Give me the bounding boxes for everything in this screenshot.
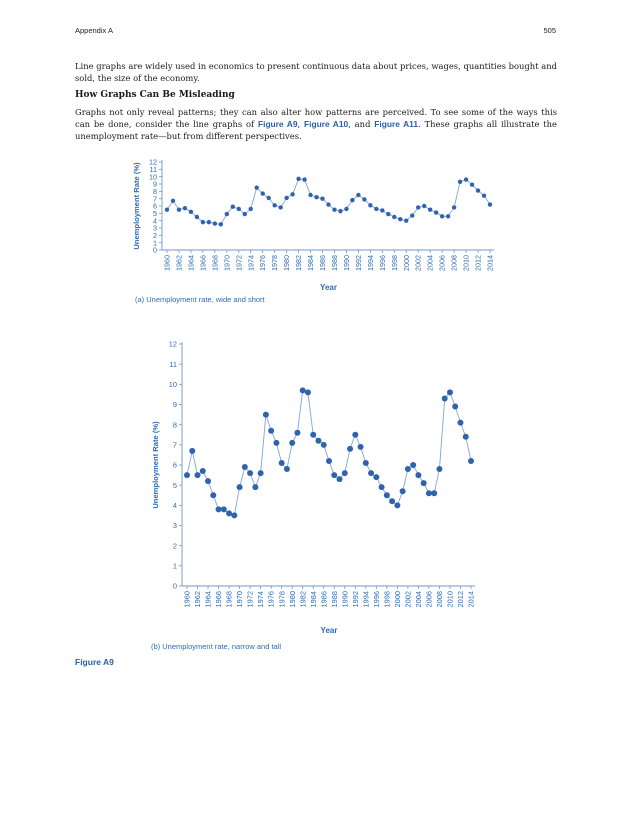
data-point — [189, 448, 195, 454]
data-point — [374, 207, 378, 211]
x-tick-label: 2002 — [403, 591, 413, 608]
data-point — [284, 196, 288, 200]
data-point — [476, 188, 480, 192]
data-point — [389, 498, 395, 504]
data-point — [184, 472, 190, 478]
x-tick-label: 1968 — [210, 255, 220, 271]
figure-a11-link[interactable]: Figure A11 — [374, 119, 418, 129]
y-tick-label: 12 — [168, 339, 177, 349]
x-tick-label: 1974 — [256, 591, 266, 608]
x-tick-label: 1982 — [294, 255, 304, 271]
data-point — [300, 387, 306, 393]
data-point — [326, 458, 332, 464]
x-tick-label: 1978 — [270, 255, 280, 271]
data-point — [404, 218, 408, 222]
x-tick-label: 1992 — [353, 255, 363, 271]
y-tick-label: 7 — [172, 440, 177, 450]
data-point — [410, 462, 416, 468]
x-tick-label: 2002 — [413, 255, 423, 271]
data-point — [221, 506, 227, 512]
y-tick-label: 1 — [153, 238, 157, 248]
data-point — [380, 208, 384, 212]
data-point — [272, 203, 276, 207]
data-point — [463, 434, 469, 440]
data-point — [363, 460, 369, 466]
x-tick-label: 2000 — [401, 255, 411, 271]
data-point — [231, 512, 237, 518]
data-point — [446, 214, 450, 218]
data-point — [305, 389, 311, 395]
x-tick-label: 1970 — [235, 591, 245, 608]
data-point — [452, 404, 458, 410]
x-tick-label: 1986 — [318, 255, 328, 271]
x-tick-label: 1988 — [330, 255, 340, 271]
data-point — [428, 207, 432, 211]
data-point — [237, 207, 241, 211]
data-point — [356, 193, 360, 197]
intro-paragraph: Line graphs are widely used in economics to present continuous data about prices, wages, quantities bought and sold, the size of the economy. — [75, 61, 557, 83]
data-point — [226, 510, 232, 516]
data-point — [434, 210, 438, 214]
data-point — [440, 214, 444, 218]
data-point — [231, 205, 235, 209]
data-point — [284, 466, 290, 472]
data-point — [310, 432, 316, 438]
data-point — [421, 480, 427, 486]
data-point — [213, 221, 217, 225]
data-point — [426, 490, 432, 496]
x-tick-label: 1962 — [174, 255, 184, 271]
data-point — [331, 472, 337, 478]
data-point — [219, 222, 223, 226]
data-point — [210, 492, 216, 498]
data-point — [431, 490, 437, 496]
y-tick-label: 7 — [153, 194, 157, 204]
x-tick-label: 1962 — [193, 591, 203, 608]
data-point — [457, 420, 463, 426]
data-point — [252, 484, 258, 490]
x-tick-label: 1984 — [308, 591, 318, 608]
data-point — [332, 207, 336, 211]
x-tick-label: 2010 — [461, 255, 471, 271]
x-tick-label: 2004 — [425, 255, 435, 271]
data-point — [422, 204, 426, 208]
data-point — [358, 444, 364, 450]
data-point — [368, 470, 374, 476]
data-point — [362, 197, 366, 201]
x-tick-label: 2006 — [424, 591, 434, 608]
data-point — [386, 212, 390, 216]
x-tick-label: 1982 — [298, 591, 308, 608]
figure-label: Figure A9 — [75, 657, 114, 667]
data-point — [258, 470, 264, 476]
data-point — [392, 215, 396, 219]
data-point — [294, 430, 300, 436]
x-tick-label: 2014 — [466, 591, 476, 608]
data-point — [289, 440, 295, 446]
data-point — [195, 215, 199, 219]
body-sep-2: , and — [348, 119, 375, 129]
page-number: 505 — [543, 26, 556, 35]
data-point — [205, 478, 211, 484]
x-tick-label: 1978 — [277, 591, 287, 608]
data-point — [400, 488, 406, 494]
x-tick-label: 2004 — [413, 591, 423, 608]
data-point — [394, 502, 400, 508]
data-point — [338, 209, 342, 213]
data-point — [464, 177, 468, 181]
data-point — [255, 185, 259, 189]
data-point — [337, 476, 343, 482]
y-tick-label: 3 — [153, 223, 157, 233]
y-tick-label: 4 — [172, 500, 177, 510]
x-tick-label: 1964 — [203, 591, 213, 608]
y-tick-label: 3 — [172, 521, 177, 531]
x-tick-label: 1988 — [329, 591, 339, 608]
x-tick-label: 1990 — [341, 255, 351, 271]
x-tick-label: 1976 — [266, 591, 276, 608]
data-point — [315, 438, 321, 444]
chart-b-caption: (b) Unemployment rate, narrow and tall — [151, 642, 282, 651]
y-tick-label: 11 — [149, 164, 157, 174]
y-tick-label: 10 — [149, 172, 157, 182]
chart-b — [151, 340, 476, 635]
data-point — [384, 492, 390, 498]
data-point — [266, 196, 270, 200]
x-tick-label: 2012 — [473, 255, 483, 271]
x-tick-label: 1980 — [287, 591, 297, 608]
data-point — [195, 472, 201, 478]
x-tick-label: 1972 — [245, 591, 255, 608]
x-tick-label: 1980 — [282, 255, 292, 271]
x-tick-label: 1994 — [365, 255, 375, 271]
data-point — [268, 428, 274, 434]
data-point — [314, 195, 318, 199]
data-point — [342, 470, 348, 476]
chart-a-y-axis-label: Unemployment Rate (%) — [132, 162, 141, 250]
y-tick-label: 5 — [153, 208, 157, 218]
y-tick-label: 0 — [172, 581, 177, 591]
body-text-1: Graphs not only reveal patterns; they can also alter how patterns are perceived. To see some of the ways this can be done, consider the line graphs of — [75, 107, 557, 129]
data-point — [416, 205, 420, 209]
data-point — [302, 177, 306, 181]
y-tick-label: 0 — [153, 245, 157, 255]
body-text-2: . These graphs all illustrate the unemployment rate—but from different perspectives. — [75, 119, 557, 141]
x-tick-label: 1986 — [319, 591, 329, 608]
data-point — [447, 389, 453, 395]
data-point — [368, 203, 372, 207]
x-tick-label: 1966 — [198, 255, 208, 271]
data-point — [326, 202, 330, 206]
data-point — [171, 199, 175, 203]
chart-b-series-line — [187, 390, 471, 515]
chart-a-caption: (a) Unemployment rate, wide and short — [135, 295, 265, 304]
data-point — [278, 205, 282, 209]
running-header-title: Appendix A — [75, 26, 113, 35]
data-point — [405, 466, 411, 472]
y-tick-label: 6 — [172, 460, 177, 470]
x-tick-label: 1964 — [186, 255, 196, 271]
data-point — [165, 207, 169, 211]
data-point — [398, 217, 402, 221]
data-point — [415, 472, 421, 478]
figure-a10-link[interactable]: Figure A10 — [304, 119, 349, 129]
x-tick-label: 1994 — [361, 591, 371, 608]
data-point — [442, 395, 448, 401]
x-tick-label: 2008 — [435, 591, 445, 608]
x-tick-label: 1990 — [340, 591, 350, 608]
body-sep-1: , — [297, 119, 305, 129]
data-point — [379, 484, 385, 490]
y-tick-label: 8 — [172, 420, 177, 430]
data-point — [216, 506, 222, 512]
data-point — [308, 193, 312, 197]
data-point — [225, 212, 229, 216]
data-point — [468, 458, 474, 464]
data-point — [350, 198, 354, 202]
data-point — [452, 205, 456, 209]
y-tick-label: 9 — [172, 400, 177, 410]
figure-a9-link[interactable]: Figure A9 — [258, 119, 298, 129]
x-tick-label: 1998 — [382, 591, 392, 608]
x-tick-label: 2014 — [485, 255, 495, 271]
data-point — [482, 194, 486, 198]
x-tick-label: 1974 — [246, 255, 256, 271]
x-tick-label: 2000 — [392, 591, 402, 608]
data-point — [321, 442, 327, 448]
x-tick-label: 2008 — [449, 255, 459, 271]
y-tick-label: 2 — [172, 541, 177, 551]
y-tick-label: 1 — [172, 561, 177, 571]
chart-b-x-axis-label: Year — [320, 626, 338, 635]
y-tick-label: 5 — [172, 480, 177, 490]
data-point — [237, 484, 243, 490]
data-point — [373, 474, 379, 480]
data-point — [177, 207, 181, 211]
y-tick-label: 9 — [153, 179, 157, 189]
chart-b-y-axis-label: Unemployment Rate (%) — [151, 421, 160, 509]
data-point — [344, 207, 348, 211]
chart-a-x-axis-label: Year — [320, 283, 337, 292]
data-point — [263, 412, 269, 418]
y-tick-label: 10 — [168, 379, 177, 389]
data-point — [470, 183, 474, 187]
x-tick-label: 1992 — [350, 591, 360, 608]
y-tick-label: 8 — [153, 186, 157, 196]
chart-a — [132, 158, 495, 292]
data-point — [247, 470, 253, 476]
data-point — [347, 446, 353, 452]
section-heading: How Graphs Can Be Misleading — [75, 90, 235, 100]
y-tick-label: 2 — [153, 230, 157, 240]
data-point — [200, 468, 206, 474]
data-point — [436, 466, 442, 472]
x-tick-label: 1996 — [371, 591, 381, 608]
x-tick-label: 2010 — [445, 591, 455, 608]
data-point — [320, 196, 324, 200]
data-point — [249, 207, 253, 211]
x-tick-label: 1970 — [222, 255, 232, 271]
data-point — [261, 191, 265, 195]
data-point — [458, 180, 462, 184]
data-point — [296, 177, 300, 181]
x-tick-label: 1966 — [214, 591, 224, 608]
data-point — [207, 220, 211, 224]
data-point — [189, 210, 193, 214]
data-point — [201, 220, 205, 224]
data-point — [279, 460, 285, 466]
x-tick-label: 1984 — [306, 255, 316, 271]
data-point — [273, 440, 279, 446]
x-tick-label: 1968 — [224, 591, 234, 608]
x-tick-label: 1972 — [234, 255, 244, 271]
data-point — [243, 212, 247, 216]
x-tick-label: 2012 — [456, 591, 466, 608]
data-point — [488, 202, 492, 206]
y-tick-label: 4 — [153, 216, 157, 226]
x-tick-label: 1996 — [377, 255, 387, 271]
data-point — [410, 213, 414, 217]
x-tick-label: 1998 — [389, 255, 399, 271]
data-point — [290, 192, 294, 196]
data-point — [183, 206, 187, 210]
x-tick-label: 1960 — [162, 255, 172, 271]
y-tick-label: 11 — [169, 359, 177, 369]
x-tick-label: 2006 — [437, 255, 447, 271]
x-tick-label: 1976 — [258, 255, 268, 271]
y-tick-label: 12 — [149, 157, 157, 167]
data-point — [242, 464, 248, 470]
x-tick-label: 1960 — [182, 591, 192, 608]
y-tick-label: 6 — [153, 201, 157, 211]
data-point — [352, 432, 358, 438]
